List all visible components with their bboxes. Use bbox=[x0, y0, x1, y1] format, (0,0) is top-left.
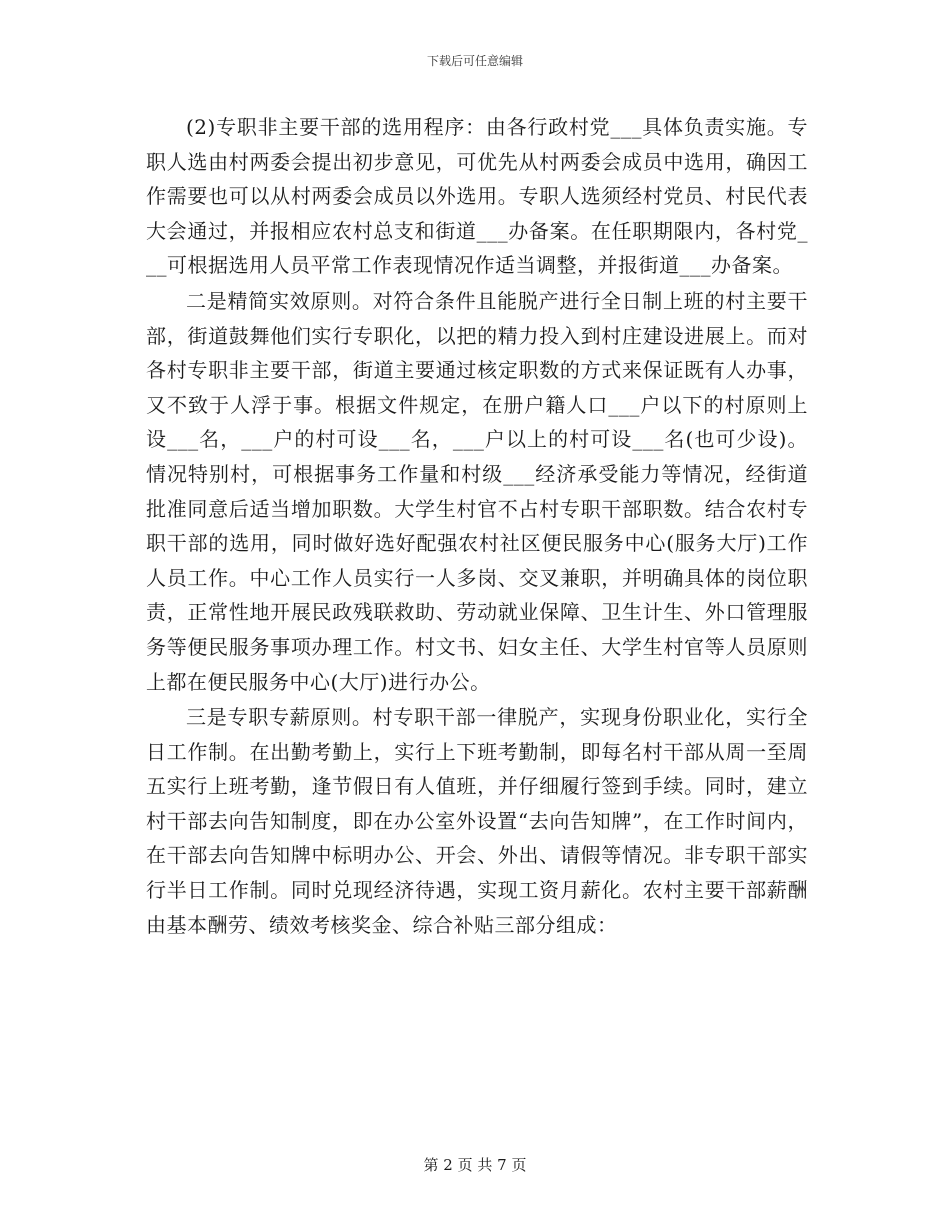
paragraph-dedicated-salary-principle: 三是专职专薪原则。村专职干部一律脱产，实现身份职业化，实行全日工作制。在出勤考勤上，实行上下班考勤制，即每名村干部从周一至周五实行上班考勤，逢节假日有人值班，并仔细履行签到手续。同时，建立村干部去向告知制度，即在办公室外设置“去向告知牌”，在工作时间内，在干部去向告知牌中标明办公、开会、外出、请假等情况。非专职干部实行半日工作制。同时兑现经济待遇，实现工资月薪化。农村主要干部薪酬由基本酬劳、绩效考核奖金、综合补贴三部分组成： bbox=[146, 705, 808, 937]
page-number: 第 2 页 共 7 页 bbox=[423, 1156, 527, 1174]
document-body bbox=[146, 110, 808, 942]
paragraph-streamlining-principle: 二是精简实效原则。对符合条件且能脱产进行全日制上班的村主要干部，街道鼓舞他们实行专职化，以把的精力投入到村庄建设进展上。而对各村专职非主要干部，街道主要通过核定职数的方式来保证既有人办事，又不致于人浮于事。根据文件规定，在册户籍人口___户以下的村原则上设___名，___户的村可设___名，___户以上的村可设___名(也可少设)。情况特别村，可根据事务工作量和村级___经济承受能力等情况，经街道批准同意后适当增加职数。大学生村官不占村专职干部职数。结合农村专职干部的选用，同时做好选好配强农村社区便民服务中心(服务大厅)工作人员工作。中心工作人员实行一人多岗、交叉兼职，并明确具体的岗位职责，正常性地开展民政残联救助、劳动就业保障、卫生计生、外口管理服务等便民服务事项办理工作。村文书、妇女主任、大学生村官等人员原则上都在便民服务中心(大厅)进行办公。 bbox=[146, 288, 808, 694]
paragraph-selection-procedure: (2)专职非主要干部的选用程序：由各行政村党___具体负责实施。专职人选由村两委会提出初步意见，可优先从村两委会成员中选用，确因工作需要也可以从村两委会成员以外选用。专职人选须经村党员、村民代表大会通过，并报相应农村总支和街道___办备案。在任职期限内，各村党___可根据选用人员平常工作表现情况作适当调整，并报街道___办备案。 bbox=[146, 115, 808, 278]
page-header-note: 下载后可任意编辑 bbox=[426, 54, 523, 68]
